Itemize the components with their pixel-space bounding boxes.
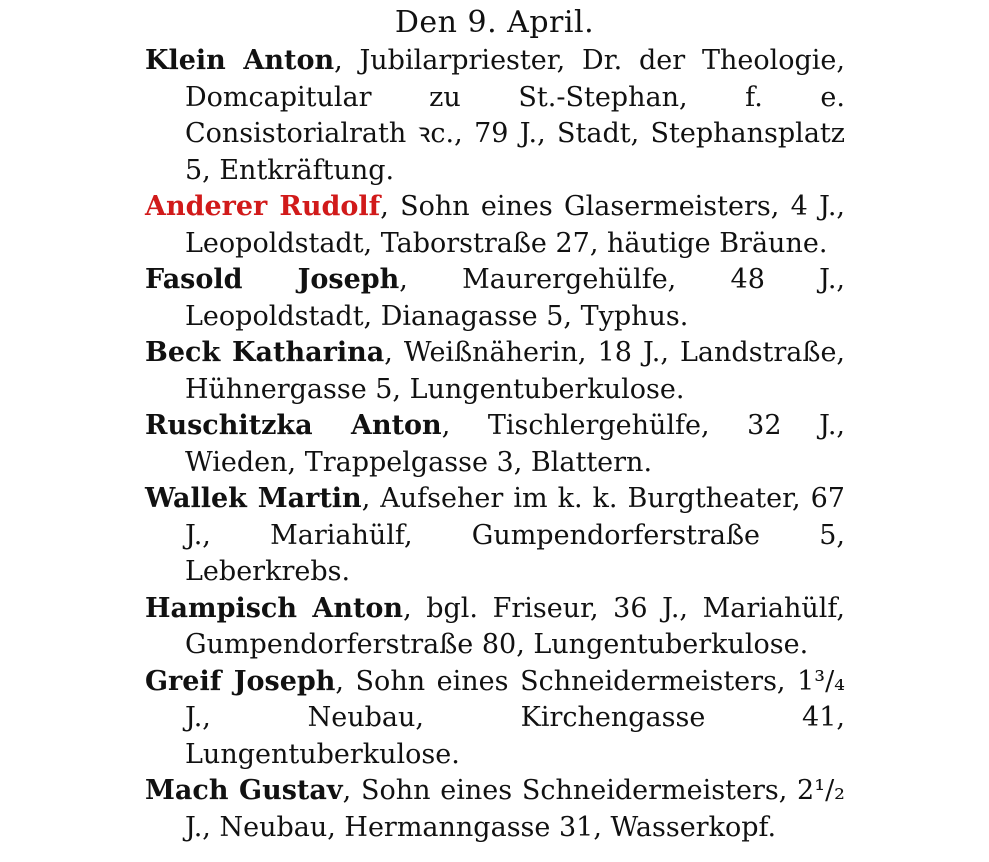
entry-name: Klein Anton [145,45,335,76]
entry-name: Wallek Martin [145,483,362,514]
register-entry [145,481,845,591]
entry-name-highlighted: Anderer Rudolf [145,191,381,222]
entry-details: , Tischlergehülfe, 32 J., Wieden, Trappelgasse 3, Blattern. [185,410,845,478]
entry-name: Hampisch Anton [145,592,404,624]
entry-details: , Sohn eines Schneidermeisters, 1³/₄ J., Neubau, Kirchengasse 41, Lungentuberkulose. [185,665,845,770]
register-entry [145,335,845,408]
entry-name: Fasold Joseph [145,264,400,295]
register-entry-highlighted [145,189,845,262]
register-entry [145,773,845,846]
register-entry [145,408,845,481]
register-entry [145,591,845,664]
entry-details: , Sohn eines Schneidermeisters, 2¹/₂ J., Neubau, Hermanngasse 31, Wasserkopf. [185,775,845,843]
entry-details: , Aufseher im k. k. Burgtheater, 67 J., Mariahülf, Gumpendorferstraße 5, Leberkrebs. [185,483,845,587]
register-entry [145,43,845,189]
entry-details: , Weißnäherin, 18 J., Landstraße, Hühnergasse 5, Lungentuberkulose. [185,337,846,405]
entry-details: , bgl. Friseur, 36 J., Mariahülf, Gumpendorferstraße 80, Lungentuberkulose. [185,592,845,660]
register-entry [145,664,845,774]
entry-name: Mach Gustav [145,775,343,806]
date-heading: Den 9. April. [394,5,595,40]
entry-name: Greif Joseph [145,665,336,697]
register-entry [145,262,845,335]
entry-details: , Maurergehülfe, 48 J., Leopoldstadt, Dianagasse 5, Typhus. [185,264,846,332]
entry-details: , Jubilarpriester, Dr. der Theologie, Domcapitular zu St.-Stephan, f. e. Consistorialrath ꝛc., 79 J., Stadt, Stephansplatz 5, Entkräftung. [185,45,845,186]
entry-name: Ruschitzka Anton [145,410,442,441]
entry-name: Beck Katharina [145,337,385,368]
death-register-list [145,43,845,846]
entry-details: , Sohn eines Glasermeisters, 4 J., Leopoldstadt, Taborstraße 27, häutige Bräune. [185,191,845,259]
